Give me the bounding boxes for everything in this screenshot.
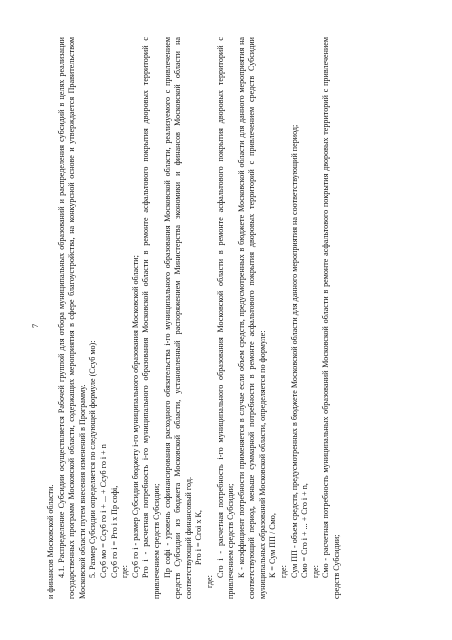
where-label: где: <box>204 575 214 588</box>
definition-cofinancing-level: Пр софi - уровень софинансирования расходного обязательства i-го муниципального образования Московской области, реализуемого с привлечением средств Субсидии из бюджета Московской области, установленный распоряжением Министерства экономики и финансов Московской области на соответствующий финансовый год. <box>162 37 193 599</box>
definition-budget-volume: Сум ПП - объем средств, предусмотренных в бюджете Московской области для данного мероприятия на соответствующий период; <box>289 124 299 578</box>
definition-total-need: Смо - расчетная потребность муниципальных образований Московской области в ремонте асфальтового покрытия дворовых территорий с привлечением средств Субсидии; <box>321 37 342 599</box>
formula-subsidy-municipality: Ссуб го i = Рго i х Пр софi, <box>109 485 119 578</box>
document-body <box>46 37 343 599</box>
where-label: где: <box>310 565 320 578</box>
paragraph-finance-ministry: и финансов Московской области. <box>46 484 55 599</box>
page-number: 7 <box>30 323 40 328</box>
definition-need-coefficient: К - коэффициент потребности применяется в случае если объем средств, предусмотренных в бюджете Московской области для данного мероприятия на соответствующий период, меньше суммарной потребности в ремонте асфальтового покрытия дворовых территорий с привлечением средств Субсидии муниципальных образований Московской области, определяется по формуле: <box>236 37 267 599</box>
paragraph-5-subsidy-size: 5. Размер Субсидии определяется по следующей формуле (Ссуб мо): <box>88 340 98 578</box>
definition-subsidy-size: Ссуб го i - размер Субсидии бюджету i-го муниципального образования Московской области; <box>130 255 140 578</box>
formula-total-need: Смо = Сго i + ... + Сго i + n, <box>300 483 310 578</box>
where-label: где: <box>279 565 289 578</box>
where-label: где: <box>120 565 130 578</box>
paragraph-4-1-distribution: 4.1. Распределение Субсидии осуществляется Рабочей группой для отбора муниципальных образований и распределения субсидий в целях реализации государственных программ Московской области, содержащих мероприятия в сфере благоустройства, на конкурсной основе и утверждается Правительством Московской области путем внесения изменений в Программу. <box>56 37 87 599</box>
formula-coefficient: К = Сум ПП / Смо, <box>268 513 278 578</box>
definition-estimated-need: Рго i - расчетная потребность i-го муниципального образования Московской области в ремонте асфальтового покрытия дворовых территорий с привлечением средств Субсидии; <box>141 37 161 599</box>
formula-estimated-need: Рго i = Сгоi х К, <box>194 510 204 565</box>
definition-calculated-need: Сго i - расчетная потребность i-го муниципального образования Московской области в ремонте асфальтового покрытия дворовых территорий с привлечением средств Субсидии; <box>215 37 236 599</box>
formula-subsidy-total: Ссуб мо = Ссуб го i + ... + Ссуб го i + n <box>98 444 108 578</box>
